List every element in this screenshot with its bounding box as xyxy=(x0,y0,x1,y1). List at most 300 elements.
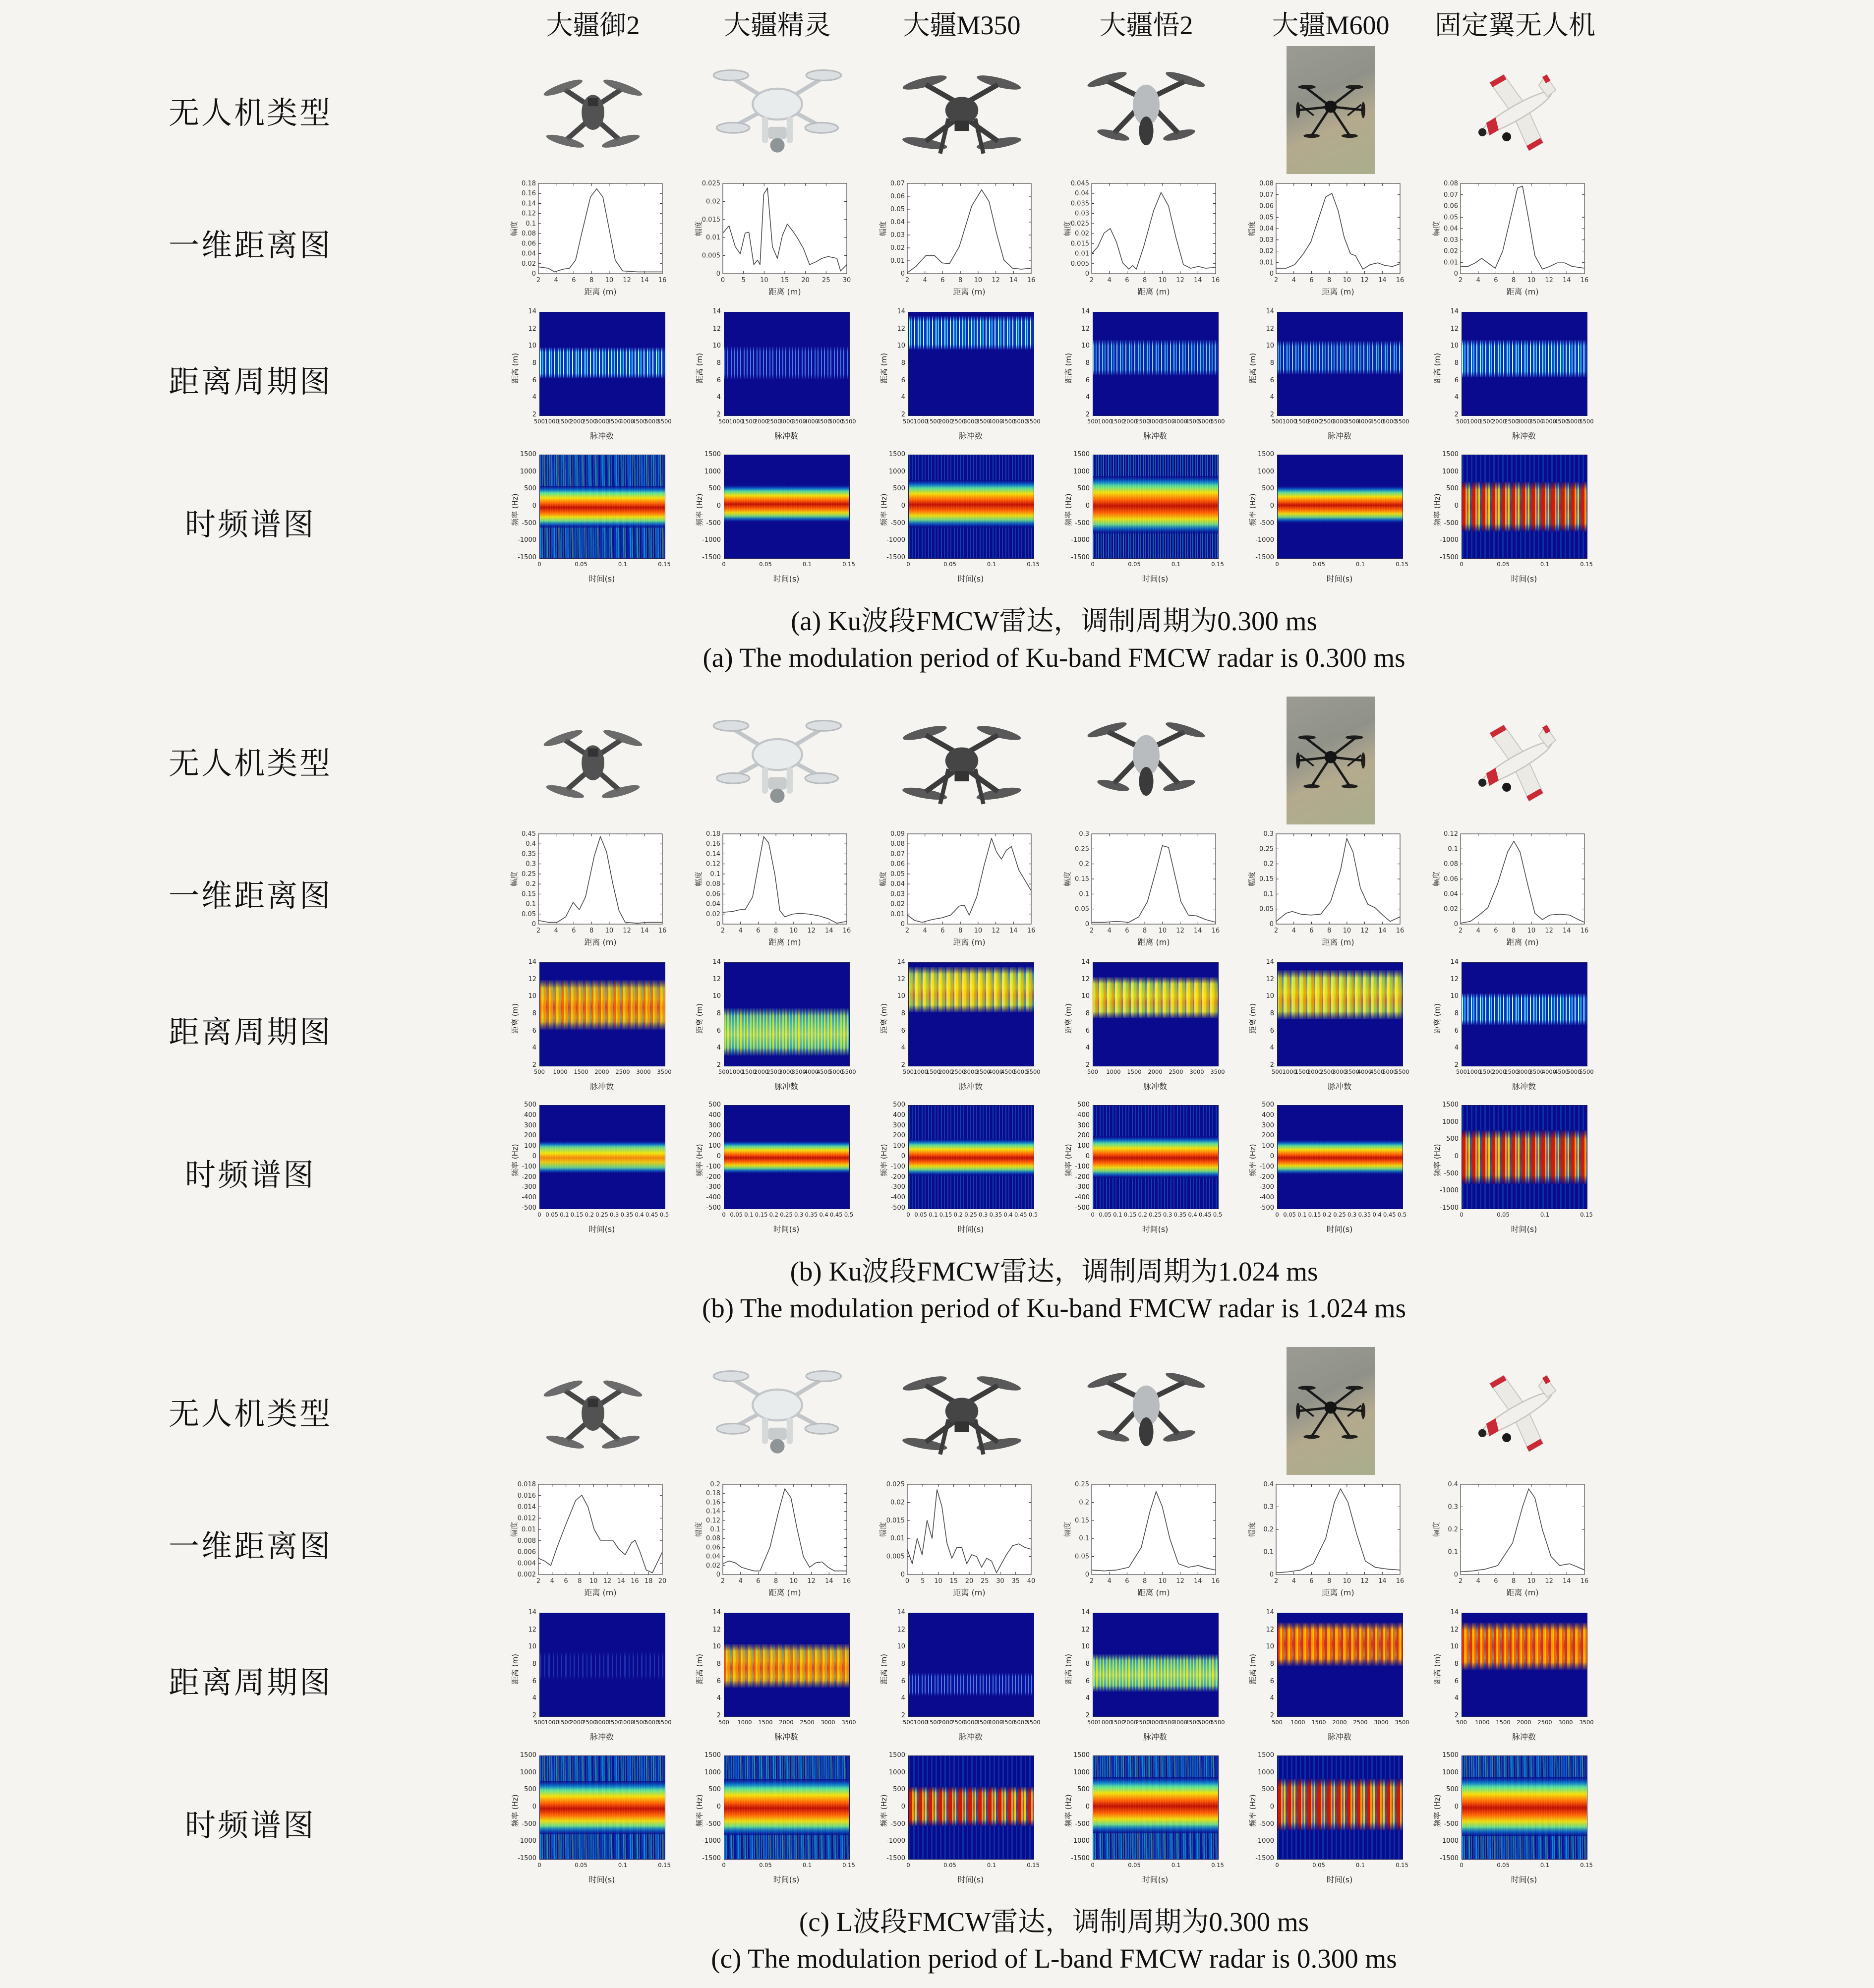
x-tick-label: 5000 xyxy=(1567,418,1581,425)
x-tick-label: 0 xyxy=(537,1862,541,1869)
svg-text:16: 16 xyxy=(842,1578,851,1585)
y-tick-label: -300 xyxy=(1259,1183,1274,1191)
x-tick-label: 0.5 xyxy=(844,1211,854,1218)
heatmap-area xyxy=(1093,962,1219,1066)
y-tick-label: -400 xyxy=(522,1194,536,1202)
x-tick-label: 0.1 xyxy=(1171,561,1181,568)
signal-band xyxy=(1462,994,1587,1024)
y-tick-label: 500 xyxy=(708,485,721,493)
spectrogram-plot xyxy=(1423,1101,1607,1243)
y-tick-label: 4 xyxy=(1270,1695,1274,1702)
x-tick-label: 2000 xyxy=(754,1068,769,1075)
x-tick-label: 0.5 xyxy=(659,1211,669,1218)
y-tick-label: 2 xyxy=(532,411,536,418)
x-tick-label: 2500 xyxy=(766,1068,781,1075)
mavic2-icon xyxy=(526,705,660,817)
svg-text:0.014: 0.014 xyxy=(517,1503,536,1511)
y-tick-label: -500 xyxy=(1444,1820,1459,1828)
y-tick-label: 300 xyxy=(1262,1121,1274,1129)
svg-text:0.07: 0.07 xyxy=(890,180,905,187)
svg-text:4: 4 xyxy=(1476,927,1480,935)
x-tick-label: 0.15 xyxy=(658,1862,671,1869)
heatmap-area xyxy=(908,1613,1034,1717)
spectrogram-plot xyxy=(1238,1101,1423,1243)
x-tick-label: 0.3 xyxy=(610,1211,619,1218)
y-tick-label: -100 xyxy=(522,1163,536,1170)
heatmap xyxy=(878,452,1046,591)
y-tick-label: 10 xyxy=(1081,342,1090,350)
svg-text:幅度: 幅度 xyxy=(878,1521,887,1537)
x-tick-label: 1500 xyxy=(1479,1068,1494,1075)
x-tick-label: 0.4 xyxy=(1372,1211,1382,1218)
m350-icon xyxy=(895,55,1029,166)
period-plot xyxy=(1238,307,1423,450)
x-tick-label: 500 xyxy=(718,418,729,425)
x-tick-label: 2500 xyxy=(582,418,597,425)
y-tick-label: -1000 xyxy=(1071,1837,1090,1845)
y-tick-label: 6 xyxy=(716,1027,721,1035)
period-plot xyxy=(685,307,870,450)
heatmap xyxy=(693,1102,862,1242)
signal-band xyxy=(909,1673,1034,1696)
y-tick-label: 14 xyxy=(528,958,536,966)
svg-text:0.03: 0.03 xyxy=(1259,236,1274,244)
svg-text:10: 10 xyxy=(1158,1578,1167,1585)
x-tick-label: 4500 xyxy=(632,1719,647,1726)
svg-text:幅度: 幅度 xyxy=(694,1521,703,1537)
svg-text:16: 16 xyxy=(1396,927,1405,935)
period-plot xyxy=(501,1608,685,1751)
svg-text:0.12: 0.12 xyxy=(522,210,536,218)
x-tick-label: 0.05 xyxy=(1312,561,1325,568)
y-tick-label: -200 xyxy=(1075,1173,1090,1181)
svg-text:4: 4 xyxy=(1291,277,1296,284)
heatmap-area xyxy=(539,312,665,416)
svg-text:0.08: 0.08 xyxy=(1444,860,1458,868)
x-tick-label: 0.05 xyxy=(575,1862,587,1869)
x-tick-label: 0 xyxy=(1275,1862,1279,1869)
signal-band xyxy=(540,980,665,1030)
y-tick-label: 500 xyxy=(1262,1786,1274,1794)
y-tick-label: 10 xyxy=(712,342,721,350)
y-tick-label: -1500 xyxy=(518,1855,536,1862)
svg-text:10: 10 xyxy=(934,1578,942,1585)
x-axis-label: 时间(s) xyxy=(1326,1875,1353,1884)
svg-text:2: 2 xyxy=(720,927,725,935)
svg-text:8: 8 xyxy=(578,1578,582,1585)
svg-text:0: 0 xyxy=(1454,1571,1458,1579)
y-tick-label: 8 xyxy=(716,1010,721,1017)
svg-text:距离 (m): 距离 (m) xyxy=(1322,287,1354,296)
svg-text:幅度: 幅度 xyxy=(1063,1521,1072,1537)
drone-image-inspire2 xyxy=(1054,1344,1238,1478)
svg-text:10: 10 xyxy=(605,277,614,284)
svg-text:距离 (m): 距离 (m) xyxy=(953,1588,986,1597)
x-tick-label: 500 xyxy=(534,1068,545,1075)
y-tick-label: 4 xyxy=(532,1695,536,1702)
x-tick-label: 0.15 xyxy=(842,1862,855,1869)
heatmap-area xyxy=(1093,1105,1219,1209)
drone-image-inspire2 xyxy=(1054,43,1238,177)
y-tick-label: 4 xyxy=(901,394,905,402)
y-tick-label: 10 xyxy=(528,342,536,350)
y-tick-label: 4 xyxy=(1454,394,1459,402)
svg-text:幅度: 幅度 xyxy=(694,221,703,236)
svg-text:0.025: 0.025 xyxy=(1070,220,1089,228)
svg-text:12: 12 xyxy=(623,927,631,935)
x-tick-label: 5000 xyxy=(1567,1068,1581,1075)
heatmap xyxy=(1246,1753,1415,1892)
y-axis-label: 距离 (m) xyxy=(879,352,888,383)
svg-text:10: 10 xyxy=(1343,927,1351,935)
y-axis-label: 频率 (Hz) xyxy=(511,1794,520,1827)
svg-text:0.25: 0.25 xyxy=(522,870,536,878)
svg-text:15: 15 xyxy=(949,1578,958,1585)
svg-text:0.025: 0.025 xyxy=(702,180,720,187)
x-tick-label: 1000 xyxy=(544,1719,559,1726)
y-tick-label: 4 xyxy=(1085,1695,1090,1702)
y-tick-label: 14 xyxy=(1266,1609,1274,1616)
y-tick-label: -1000 xyxy=(1440,1837,1459,1845)
range1d-plot xyxy=(1054,1478,1238,1608)
y-tick-label: 500 xyxy=(1077,1786,1090,1794)
signal-band xyxy=(1278,1779,1403,1830)
svg-text:幅度: 幅度 xyxy=(510,1521,519,1537)
x-tick-label: 5500 xyxy=(657,418,672,425)
svg-text:2: 2 xyxy=(536,927,541,935)
svg-text:0.015: 0.015 xyxy=(886,1517,905,1524)
x-tick-label: 1000 xyxy=(1282,418,1297,425)
svg-text:16: 16 xyxy=(1211,927,1220,935)
svg-text:12: 12 xyxy=(1360,277,1369,284)
svg-text:12: 12 xyxy=(807,1578,816,1585)
svg-text:20: 20 xyxy=(658,1578,667,1585)
svg-text:0.04: 0.04 xyxy=(1444,225,1458,233)
x-tick-label: 2500 xyxy=(951,1068,966,1075)
x-tick-label: 4000 xyxy=(1357,1068,1372,1075)
spectrogram-plot xyxy=(870,1751,1054,1894)
y-tick-label: 6 xyxy=(1270,376,1274,384)
svg-text:0: 0 xyxy=(905,1578,910,1585)
x-tick-label: 3000 xyxy=(594,1719,609,1726)
svg-text:0.4: 0.4 xyxy=(1263,1481,1274,1488)
x-axis-label: 脉冲数 xyxy=(958,431,983,441)
signal-band xyxy=(724,1779,849,1835)
x-tick-label: 0.35 xyxy=(1358,1211,1371,1218)
x-tick-label: 2500 xyxy=(1135,418,1150,425)
x-axis-label: 时间(s) xyxy=(1511,574,1537,584)
y-tick-label: 6 xyxy=(532,1027,536,1035)
x-tick-label: 5500 xyxy=(1395,1068,1409,1075)
x-tick-label: 5000 xyxy=(1013,1068,1028,1075)
svg-text:0.01: 0.01 xyxy=(890,1535,905,1543)
svg-text:0.06: 0.06 xyxy=(1259,202,1274,210)
y-tick-label: -300 xyxy=(706,1183,721,1191)
range1d-plot xyxy=(1423,828,1607,958)
signal-band xyxy=(1093,1654,1218,1692)
x-tick-label: 4000 xyxy=(619,1719,635,1726)
svg-text:0.02: 0.02 xyxy=(706,910,720,918)
heatmap xyxy=(1431,452,1599,591)
drone-image-m600 xyxy=(1238,1344,1423,1478)
svg-text:14: 14 xyxy=(1009,927,1018,935)
x-tick-label: 1000 xyxy=(1282,1068,1297,1075)
fixedwing-icon xyxy=(1448,55,1582,166)
svg-text:6: 6 xyxy=(1125,277,1129,284)
y-tick-label: 1000 xyxy=(1073,1768,1090,1776)
svg-text:0.14: 0.14 xyxy=(706,1508,720,1516)
svg-text:0.05: 0.05 xyxy=(1259,214,1274,222)
y-tick-label: -1500 xyxy=(1071,1855,1090,1862)
heatmap xyxy=(1062,959,1230,1099)
y-tick-label: 2 xyxy=(901,1712,905,1719)
svg-text:0: 0 xyxy=(1269,921,1274,928)
y-tick-label: 1000 xyxy=(888,1768,905,1776)
svg-text:0.07: 0.07 xyxy=(1259,191,1274,199)
x-axis-label: 时间(s) xyxy=(957,1225,984,1234)
y-tick-label: 4 xyxy=(1270,1044,1274,1052)
svg-text:0.05: 0.05 xyxy=(1259,905,1274,913)
x-tick-label: 0.05 xyxy=(1497,1211,1510,1218)
y-tick-label: 1500 xyxy=(1442,451,1459,458)
svg-text:0.02: 0.02 xyxy=(1259,247,1274,255)
y-tick-label: -100 xyxy=(706,1163,721,1170)
svg-text:2: 2 xyxy=(1089,277,1094,284)
x-tick-label: 3000 xyxy=(779,1068,794,1075)
x-tick-label: 5500 xyxy=(1395,418,1409,425)
x-axis-label: 时间(s) xyxy=(957,1875,984,1884)
svg-text:16: 16 xyxy=(1396,277,1405,284)
svg-text:幅度: 幅度 xyxy=(1432,1521,1441,1537)
y-tick-label: 2 xyxy=(1270,1712,1274,1719)
svg-text:8: 8 xyxy=(1143,927,1147,935)
y-tick-label: 4 xyxy=(532,394,536,402)
y-tick-label: -1500 xyxy=(1440,554,1459,561)
svg-text:25: 25 xyxy=(980,1578,989,1585)
row-label: 一维距离图 xyxy=(168,1529,332,1564)
svg-text:14: 14 xyxy=(1378,1578,1387,1585)
row-label: 距离周期图 xyxy=(168,365,332,399)
row-label: 距离周期图 xyxy=(168,1666,332,1700)
y-tick-label: 500 xyxy=(524,1786,536,1794)
y-tick-label: 4 xyxy=(1454,1044,1459,1052)
x-tick-label: 0.1 xyxy=(987,561,996,568)
svg-text:16: 16 xyxy=(1580,277,1589,284)
y-tick-label: 200 xyxy=(708,1132,721,1140)
svg-text:0.08: 0.08 xyxy=(522,230,536,238)
x-tick-label: 0.1 xyxy=(987,1862,996,1869)
signal-band xyxy=(1093,1777,1218,1833)
y-tick-label: 2 xyxy=(716,1061,721,1069)
x-tick-label: 500 xyxy=(1087,418,1098,425)
x-axis-label: 脉冲数 xyxy=(1143,431,1167,441)
y-tick-label: 4 xyxy=(532,1044,536,1052)
m600-icon xyxy=(1287,46,1375,174)
y-tick-label: 300 xyxy=(893,1121,905,1129)
x-tick-label: 3500 xyxy=(1160,1719,1175,1726)
y-tick-label: 2 xyxy=(1454,1712,1459,1719)
svg-text:0.16: 0.16 xyxy=(706,1499,720,1507)
x-tick-label: 5500 xyxy=(1579,418,1594,425)
y-tick-label: 0 xyxy=(1454,1803,1459,1811)
svg-text:16: 16 xyxy=(631,1578,639,1585)
column-header-m350: 大疆M350 xyxy=(903,10,1021,40)
y-tick-label: 500 xyxy=(893,485,905,493)
svg-text:0.1: 0.1 xyxy=(1448,1548,1458,1556)
y-tick-label: 6 xyxy=(1085,1677,1090,1685)
x-axis-label: 脉冲数 xyxy=(589,1082,614,1091)
y-tick-label: 500 xyxy=(708,1101,721,1109)
section-grid-b xyxy=(0,693,1874,1243)
column-header-mavic2: 大疆御2 xyxy=(546,10,640,40)
x-tick-label: 2500 xyxy=(951,418,966,425)
svg-text:0.05: 0.05 xyxy=(522,910,536,918)
svg-text:10: 10 xyxy=(974,277,983,284)
x-tick-label: 0.05 xyxy=(914,1211,927,1218)
svg-text:0.14: 0.14 xyxy=(706,850,720,858)
spectrogram-plot xyxy=(501,1101,685,1243)
x-tick-label: 2500 xyxy=(1504,1068,1519,1075)
mavic2-icon xyxy=(526,1355,660,1467)
x-tick-label: 0.25 xyxy=(780,1211,793,1218)
y-tick-label: -1500 xyxy=(886,554,905,561)
x-tick-label: 0.1 xyxy=(802,561,812,568)
x-tick-label: 5000 xyxy=(829,1068,844,1075)
x-tick-label: 0 xyxy=(1091,1211,1095,1218)
y-tick-label: 10 xyxy=(1450,342,1459,350)
y-tick-label: -1000 xyxy=(886,1837,905,1845)
x-tick-label: 0 xyxy=(906,1211,910,1218)
x-tick-label: 3500 xyxy=(976,418,991,425)
heatmap-area xyxy=(908,962,1034,1066)
x-tick-label: 0.15 xyxy=(1027,561,1040,568)
heatmap-area xyxy=(1093,312,1219,416)
x-tick-label: 1500 xyxy=(741,1068,757,1075)
drone-image-fixedwing xyxy=(1423,43,1607,177)
x-tick-label: 3500 xyxy=(607,1719,622,1726)
heatmap xyxy=(693,959,862,1099)
x-tick-label: 0.3 xyxy=(979,1211,988,1218)
svg-text:0.04: 0.04 xyxy=(706,900,720,908)
x-tick-label: 0.1 xyxy=(929,1211,938,1218)
spectrogram-plot xyxy=(1423,1751,1607,1894)
x-tick-label: 0.1 xyxy=(1297,1211,1307,1218)
svg-text:0.2: 0.2 xyxy=(526,880,536,888)
svg-text:6: 6 xyxy=(1125,1578,1129,1585)
svg-text:0: 0 xyxy=(1454,270,1458,278)
y-tick-label: 500 xyxy=(1077,485,1090,493)
svg-text:0.02: 0.02 xyxy=(1444,905,1458,913)
svg-text:10: 10 xyxy=(1527,927,1536,935)
x-tick-label: 0.15 xyxy=(1211,1862,1224,1869)
y-tick-label: 6 xyxy=(1085,376,1090,384)
period-plot xyxy=(1238,1608,1423,1751)
svg-text:16: 16 xyxy=(1027,927,1036,935)
spectrogram-plot xyxy=(1054,1101,1238,1243)
y-tick-label: -400 xyxy=(706,1194,721,1202)
x-tick-label: 5000 xyxy=(1198,418,1213,425)
range1d-plot xyxy=(501,828,685,958)
caption-en: (c) The modulation period of L-band FMCW radar is 0.300 ms xyxy=(711,1943,1397,1974)
x-tick-label: 3500 xyxy=(841,1719,856,1726)
svg-text:0.2: 0.2 xyxy=(1263,860,1274,868)
y-tick-label: 2 xyxy=(901,1061,905,1069)
y-tick-label: -1000 xyxy=(886,536,905,544)
svg-text:12: 12 xyxy=(992,927,1000,935)
heatmap xyxy=(509,452,677,591)
heatmap-area xyxy=(1462,455,1587,559)
x-tick-label: 0 xyxy=(1460,1211,1464,1218)
x-tick-label: 3500 xyxy=(791,418,806,425)
svg-text:0.2: 0.2 xyxy=(710,1481,720,1488)
heatmap-area xyxy=(1462,1613,1587,1717)
y-tick-label: -200 xyxy=(890,1173,905,1181)
x-tick-label: 0.2 xyxy=(1138,1211,1147,1218)
y-tick-label: 500 xyxy=(1077,1101,1090,1109)
svg-text:2: 2 xyxy=(1274,277,1279,284)
svg-text:14: 14 xyxy=(1563,277,1571,284)
x-axis-label: 时间(s) xyxy=(773,1875,800,1884)
x-tick-label: 4500 xyxy=(1000,418,1016,425)
svg-text:2: 2 xyxy=(1458,277,1463,284)
x-tick-label: 3500 xyxy=(1345,1068,1359,1075)
svg-text:0.04: 0.04 xyxy=(1075,190,1089,198)
range1d-plot xyxy=(1054,177,1238,307)
y-tick-label: 2 xyxy=(1454,411,1459,418)
svg-text:8: 8 xyxy=(774,1578,778,1585)
spectrogram-plot xyxy=(1423,450,1607,593)
period-plot xyxy=(1423,307,1607,450)
x-tick-label: 1000 xyxy=(913,1068,928,1075)
heatmap xyxy=(509,1102,677,1242)
svg-text:14: 14 xyxy=(1009,277,1018,284)
x-axis-label: 脉冲数 xyxy=(1327,1082,1351,1091)
x-tick-label: 0.1 xyxy=(744,1211,754,1218)
x-tick-label: 3500 xyxy=(607,418,622,425)
x-tick-label: 0.05 xyxy=(545,1211,558,1218)
svg-text:0.12: 0.12 xyxy=(1444,830,1458,838)
svg-text:0.16: 0.16 xyxy=(522,190,536,198)
heatmap-area xyxy=(539,1105,665,1209)
svg-text:6: 6 xyxy=(1309,927,1314,935)
y-tick-label: -200 xyxy=(1259,1173,1274,1181)
heatmap-area xyxy=(724,312,850,416)
y-tick-label: 500 xyxy=(893,1786,905,1794)
y-tick-label: -1500 xyxy=(1440,1855,1459,1862)
y-axis-label: 距离 (m) xyxy=(1064,1653,1073,1684)
y-tick-label: -1500 xyxy=(702,554,721,561)
heatmap xyxy=(878,1753,1046,1892)
svg-text:0.2: 0.2 xyxy=(1448,1526,1458,1533)
fixedwing-icon xyxy=(1448,705,1582,817)
drone-image-phantom4 xyxy=(685,43,870,177)
y-axis-label: 频率 (Hz) xyxy=(1433,493,1442,526)
x-tick-label: 0.45 xyxy=(1383,1211,1396,1218)
y-tick-label: 4 xyxy=(1454,1695,1459,1702)
period-plot xyxy=(1054,307,1238,450)
signal-band xyxy=(1462,482,1587,531)
heatmap-area xyxy=(539,1755,665,1860)
svg-text:0: 0 xyxy=(716,1571,720,1579)
y-tick-label: 6 xyxy=(1454,1027,1459,1035)
x-tick-label: 4000 xyxy=(804,1068,819,1075)
y-tick-label: 6 xyxy=(1270,1027,1274,1035)
x-tick-label: 0.3 xyxy=(1163,1211,1172,1218)
y-tick-label: 6 xyxy=(716,1677,721,1685)
x-tick-label: 1000 xyxy=(1466,1068,1481,1075)
x-tick-label: 500 xyxy=(1272,418,1283,425)
svg-text:10: 10 xyxy=(1527,277,1536,284)
